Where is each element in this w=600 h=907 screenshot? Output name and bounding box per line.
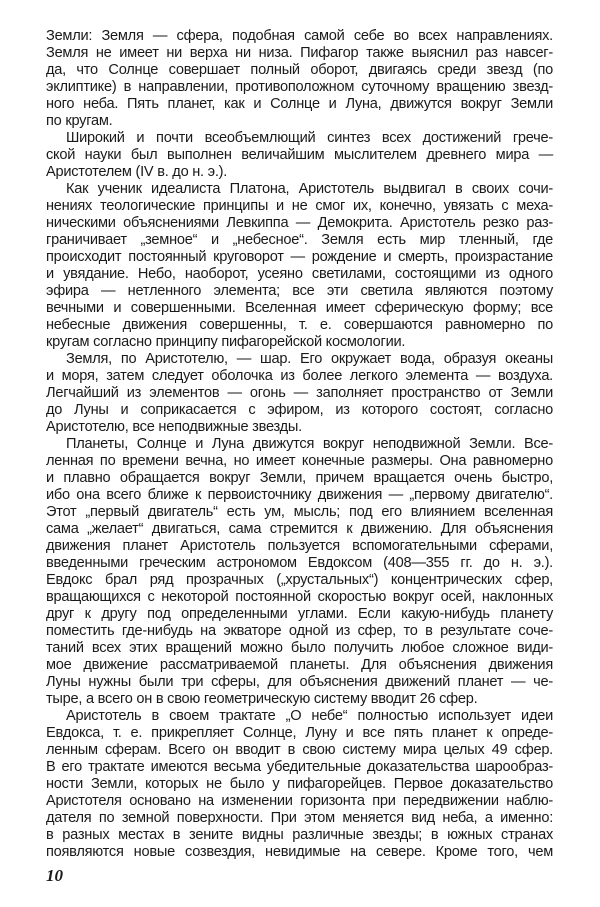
paragraph: [46, 130, 553, 181]
text-line: друг к другу под определенными углами. Если какую-нибудь планету: [46, 606, 553, 622]
text-line: происходит постоянный круговорот — рождение и смерть, произрастание: [46, 249, 553, 265]
text-line: ленным сферам. Всего он вводит в свою систему мира целых 49 сфер.: [46, 742, 553, 758]
text-line: Евдокса, т. е. прикрепляет Солнце, Луну и все пять планет к опреде-: [46, 725, 553, 741]
paragraph: [46, 436, 553, 708]
text-line: тыре, а всего он в свою геометрическую систему вводит 26 сфер.: [46, 691, 478, 707]
text-line: вращающихся с некоторой постоянной скоростью вокруг осей, наклонных: [46, 589, 553, 605]
text-line: появляются новые созвездия, невидимые на севере. Кроме того, чем: [46, 844, 553, 860]
text-line: дателя по земной поверхности. При этом меняется вид неба, а именно:: [46, 810, 553, 826]
text-line: ленная по времени вечна, но имеет конечные размеры. Она равномерно: [46, 453, 553, 469]
text-line: движения планет Аристотель пользуется вспомогательными сферами,: [46, 538, 553, 554]
page-body: [46, 28, 553, 861]
text-line: эклиптике) в направлении, противоположном суточному вращению звезд-: [46, 79, 553, 95]
text-line: эфира — нетленного элемента; все эти светила являются поэтому: [46, 283, 553, 299]
text-line: Аристотелю, все неподвижные звезды.: [46, 419, 302, 435]
text-line: мое движение рассматриваемой планеты. Для объяснения движения: [46, 657, 553, 673]
text-line: Аристотелем (IV в. до н. э.).: [46, 164, 228, 180]
text-line: по кругам.: [46, 113, 113, 129]
text-line: и моря, затем следует оболочка из более легкого элемента — воздуха.: [46, 368, 553, 384]
text-line: вечными и совершенными. Вселенная имеет сферическую форму; все: [46, 300, 553, 316]
text-line: и плавно обращается вокруг Земли, причем вращается очень быстро,: [46, 470, 553, 486]
text-line: до Луны и соприкасается с эфиром, из которого состоят, согласно: [46, 402, 553, 418]
text-line: Земля, по Аристотелю, — шар. Его окружает вода, образуя океаны: [66, 351, 553, 367]
text-line: Земли: Земля — сфера, подобная самой себе во всех направлениях.: [46, 28, 553, 44]
text-line: ного неба. Пять планет, как и Солнце и Луна, движутся вокруг Земли: [46, 96, 553, 112]
text-line: Легчайший из элементов — огонь — заполняет пространство от Земли: [46, 385, 553, 401]
text-line: Планеты, Солнце и Луна движутся вокруг неподвижной Земли. Все-: [66, 436, 553, 452]
text-line: граничивает „земное“ и „небесное“. Земля есть мир тленный, где: [46, 232, 553, 248]
paragraph: [46, 28, 553, 130]
text-line: Земля не имеет ни верха ни низа. Пифагор также выяснил раз навсег-: [46, 45, 553, 61]
text-line: введенными греческим астрономом Евдоксом (408—355 гг. до н. э.).: [46, 555, 553, 571]
text-line: ской науки был выполнен величайшим мыслителем древнего мира —: [46, 147, 553, 163]
paragraph: [46, 181, 553, 351]
text-line: Широкий и почти всеобъемлющий синтез всех достижений грече-: [66, 130, 553, 146]
text-line: Аристотеля основано на изменении горизонта при передвижении наблю-: [46, 793, 553, 809]
text-line: Евдокс брал ряд прозрачных („хрустальных“) концентрических сфер,: [46, 572, 553, 588]
text-line: небесные движения совершенны, т. е. совершаются равномерно по: [46, 317, 553, 333]
page-number: 10: [46, 866, 63, 885]
text-line: сама „желает“ двигаться, сама стремится к движению. Для объяснения: [46, 521, 553, 537]
text-line: нениях теологические принципы и не смог их, конечно, увязать с меха-: [46, 198, 553, 214]
text-line: таний всех этих вращений можно было получить любое сложное види-: [46, 640, 553, 656]
text-line: да, что Солнце совершает полный оборот, двигаясь среди звезд (по: [46, 62, 553, 78]
text-line: ности Земли, которых не было у пифагорейцев. Первое доказательство: [46, 776, 553, 792]
text-line: Аристотель в своем трактате „О небе“ полностью использует идеи: [66, 708, 553, 724]
text-line: Этот „первый двигатель“ есть ум, мысль; под его влиянием вселенная: [46, 504, 553, 520]
paragraph: [46, 708, 553, 861]
text-line: поместить где-нибудь на экваторе одной из сфер, то в результате соче-: [46, 623, 553, 639]
text-line: ибо она всего ближе к первоисточнику движения — „первому двигателю“.: [46, 487, 553, 503]
text-line: Как ученик идеалиста Платона, Аристотель выдвигал в своих сочи-: [66, 181, 553, 197]
text-line: Луны нужны были три сферы, для объяснения движений планет — че-: [46, 674, 553, 690]
paragraph: [46, 351, 553, 436]
text-line: в разных местах в зените видны различные звезды; в южных странах: [46, 827, 553, 843]
text-line: ническими объяснениями Левкиппа — Демокрита. Аристотель резко раз-: [46, 215, 553, 231]
text-line: и увядание. Небо, наоборот, усеяно светилами, состоящими из одного: [46, 266, 553, 282]
text-line: В его трактате имеются весьма убедительные доказательства шарообраз-: [46, 759, 553, 775]
text-line: кругам согласно принципу пифагорейской космологии.: [46, 334, 406, 350]
